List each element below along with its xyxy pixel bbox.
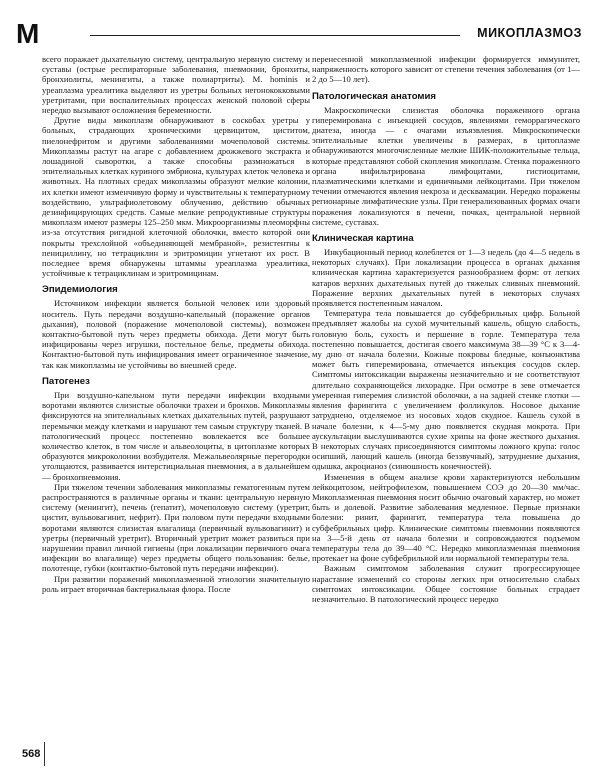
running-title: МИКОПЛАЗМОЗ: [477, 26, 582, 40]
paragraph: перенесенной микоплазменной инфекции формируется иммунитет, напряженность которого зависит от степени течения заболевания (от 1—2 до 5—10 лет).: [312, 54, 580, 85]
paragraph: Макроскопически слизистая оболочка пораженного органа гиперемирована с инъекцией сосудов, явлениями геморрагического диатеза, иногда — с очагами изъязвления. Микроскопически эпителиальные клетки увеличены в размерах, в цитоплазме обнаруживаются многочисленные мелкие ШИК-положительные тельца, которые представляют собой скопления микоплазм. Стенка пораженного органа инфильтрирована лимфоцитами, гистиоцитами, плазматическими клетками и единичными лейкоцитами. При тяжелом течении отмечаются явления некроза и десквамации. Нередко поражены регионарные лимфатические узлы. При генерализованных формах очаги поражения локализуются в печени, почках, центральной нервной системе, суставах.: [312, 104, 580, 227]
heading-clinical-picture: Клиническая картина: [312, 233, 414, 245]
paragraph: При воздушно-капельном пути передачи инфекции входными воротами являются слизистые оболочки трахеи и бронхов. Микоплазмы фиксируются на эпителиальных клетках дыхательных путей, разрушают перемычки между клетками и нарушают тем самым структуру тканей. В патологический процесс постепенно вовлекается все большее количество клеток, в том числе и альвеолоциты, в цитоплазме которых образуются микроколонии возбудителя. Межальвеолярные перегородки утолщаются, развивается интерстициальная пневмония, а в дальнейшем — бронхопневмония.: [42, 389, 310, 482]
footer-rule: [44, 742, 45, 766]
paragraph: Другие виды микоплазм обнаруживают в соскобах уретры у больных, страдающих хроническими цервицитом, циститом, пиелонефритом и другими заболеваниями мочеполовой системы. Микоплазмы растут на агаре с добавлением дрожжевого экстракта и лошадиной сыворотки, а также способны размножаться в эпителиальных клетках куриного эмбриона, культурах клеток человека и животных. На плотных средах микоплазмы образуют мелкие колонии, их клетки имеют изменчивую форму и чувствительны к температурному воздействию, ультрафиолетовому облучению, действию обычных дезинфицирующих средств. Самые мелкие репродуктивные структуры микоплазм имеют размеры 125–250 мкм. Микроорганизмы плеоморфны из-за отсутствия ригидной клеточной оболочки, вместо которой они покрыты трехслойной «объединяющей мембраной», резистентны к пенициллину, но тетрациклин и эритромицин угнетают их рост. В последнее время обнаружены штаммы уреаплазма уреалитика, устойчивые к тетрациклинам и эритромицинам.: [42, 115, 310, 279]
header-rule: [90, 35, 460, 36]
heading-pathogenesis: Патогенез: [42, 375, 90, 387]
paragraph: При тяжелом течении заболевания микоплазмы гематогенным путем распространяются в различные органы и ткани: центральную нервную систему (менингит), печень (гепатит), мочеполовую систему (уретрит, цистит, вульвовагинит, нефрит). При половом пути передачи входными воротами являются слизистая влагалища (первичный вульвовагинит) и уретры (первичный уретрит). Вторичный уретрит может развиться при нарушении правил личной гигиены (при локализации первичного очага инфекции во влагалище) через предметы общего пользования: белье, полотенце, губки (контактно-бытовой путь передачи инфекции).: [42, 481, 310, 574]
paragraph: Изменения в общем анализе крови характеризуются небольшим лейкоцитозом, нейтрофилезом, повышением СОЭ до 20—30 мм/час. Микоплазменная пневмония носит обычно очаговый характер, но может быть и долевой. Развитие заболевания медленное. Первые признаки болезни: ринит, фарингит, температура тела повышена до субфебрильных цифр. Клинические симптомы пневмонии появляются на 3—5-й день от начала болезни и сопровождаются подъемом температуры тела до 39—40 °С. Нередко микоплазменная пневмония протекает на фоне субфебрильной или нормальной температуры тела.: [312, 471, 580, 564]
heading-epidemiology: Эпидемиология: [42, 284, 118, 296]
right-column: [312, 54, 580, 760]
paragraph: Важным симптомом заболевания служит прогрессирующее нарастание изменений со стороны легких при относительно слабых симптомах интоксикации. Общее состояние больных страдает незначительно. В патологический процесс нередко: [312, 563, 580, 604]
paragraph: Температура тела повышается до субфебрильных цифр. Больной предъявляет жалобы на сухой мучительный кашель, общую слабость, головную боль, сухость и першение в горле. Температура тела постепенно повышается, достигая своего максимума 38—39 °С к 3—4-му дню от начала болезни. Кожные покровы бледные, конъюнктива может быть гиперемирована, отмечается инъекция сосудов склер. Симптомы интоксикации выражены незначительно и не соответствуют длительно сохраняющейся лихорадке. При осмотре в зеве отмечается умеренная гиперемия слизистой оболочки, а на задней стенке глотки — явления фарингита с увеличением фолликулов. Носовое дыхание затруднено, отделяемое из носовых ходов скудное. Кашель сухой в начале болезни, к 4—5-му дню появляется скудная мокрота. При аускультации выслушиваются сухие хрипы на фоне жесткого дыхания. В некоторых случаях присоединяются симптомы ложного крупа: голос осипший, лающий кашель (иногда беззвучный), затруднение дыхания, одышка, акроцианоз (синюшность конечностей).: [312, 308, 580, 472]
section-letter: М: [16, 18, 40, 49]
paragraph: Инкубационный период колеблется от 1—3 недель (до 4—5 недель в некоторых случаях). При локализации процесса в органах дыхания клиническая картина характеризуется разнообразием форм: от легких катаров верхних дыхательных путей до тяжелых сливных пневмоний. Поражение верхних дыхательных путей в некоторых случаях проявляется постепенным началом.: [312, 247, 580, 309]
heading-pathological-anatomy: Патологическая анатомия: [312, 90, 437, 102]
paragraph: всего поражает дыхательную систему, центральную нервную систему и суставы (острые респираторные заболевания, пневмонии, бронхиты, бронхиолиты, менингиты, а также полиартриты). M. hominis и уреаплазма уреалитика выделяют из уретры больных негонококковыми уретритами, при воспалительных процессах женской половой сферы нередко вызывают осложнения беременности.: [42, 54, 310, 116]
left-column: [42, 54, 310, 760]
paragraph: Источником инфекции является больной человек или здоровый носитель. Путь передачи воздушно-капельный (поражение органов дыхания), половой (поражение мочеполовой системы), возможен контактно-бытовой путь через предметы обихода. Дети могут быть инфицированы через игрушки, постельное белье, предметы обихода. Контактно-бытовой путь инфицирования имеет ограниченное значение, так как микоплазмы не устойчивы во внешней среде.: [42, 298, 310, 370]
paragraph: При развитии поражений микоплазменной этиологии значительную роль играет вторичная бактериальная флора. После: [42, 573, 310, 594]
page-number: 568: [22, 748, 41, 760]
